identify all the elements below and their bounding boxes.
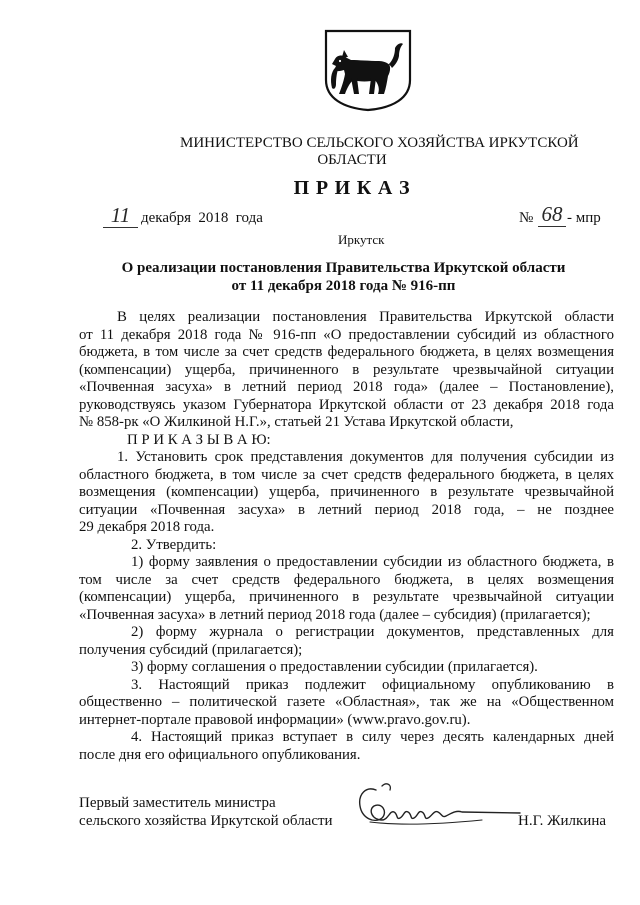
- body-line: областного бюджета, в том числе за счет средств федерального бюджета, в целях: [79, 466, 614, 483]
- ministry-name-line2: ОБЛАСТИ: [317, 152, 387, 168]
- paragraph-item-3: [79, 677, 614, 730]
- paragraph-item-1: [79, 449, 614, 537]
- body-line: получения субсидий (прилагается);: [79, 641, 303, 658]
- document-title-line2: от 11 декабря 2018 года № 916-пп: [231, 278, 456, 294]
- body-line: «Почвенная засуха» в летний период 2018 года» (далее – Постановление),: [79, 379, 614, 395]
- paragraph-subitem-3: [79, 659, 614, 677]
- body-line: том числе за счет средств федерального бюджета, в целях возмещения: [79, 571, 614, 588]
- body-line: (компенсации) ущерба, причиненного в результате чрезвычайной ситуации: [79, 361, 614, 378]
- document-type-heading: П Р И К А З: [293, 177, 411, 199]
- body-line: бюджета, в том числе за счет средств федерального бюджета, в целях возмещения: [79, 344, 614, 360]
- body-line: ситуации «Почвенная засуха» в летний период 2018 года, – не позднее: [79, 501, 614, 518]
- body-line: руководствуясь указом Губернатора Иркутской области от 23 декабря 2018 года: [79, 396, 614, 413]
- paragraph-item-2: [79, 537, 614, 555]
- body-line: после дня его официального опубликования.: [79, 746, 361, 763]
- number-sign: №: [519, 210, 534, 226]
- body-line: 1) форму заявления о предоставлении субсидии из областного бюджета, в: [131, 554, 614, 570]
- body-line: интернет-портале правовой информации» (www.pravo.gov.ru).: [79, 711, 471, 728]
- body-line: № 858-рк «О Жилкиной Н.Г.», статьей 21 Устава Иркутской области,: [79, 414, 514, 430]
- document-title-line1: О реализации постановления Правительства Иркутской области: [121, 260, 566, 276]
- ministry-name-line1: МИНИСТЕРСТВО СЕЛЬСКОГО ХОЗЯЙСТВА ИРКУТСКОЙ: [180, 135, 579, 151]
- body-line: 3. Настоящий приказ подлежит официальному опубликованию в: [131, 676, 614, 693]
- handwritten-order-number: 68: [538, 202, 566, 227]
- city-name: Иркутск: [338, 232, 385, 247]
- paragraph-item-4: [79, 729, 614, 764]
- body-line: 29 декабря 2018 года.: [79, 519, 215, 535]
- document-body: [79, 309, 614, 764]
- paragraph-subitem-2: [79, 624, 614, 659]
- signatory-name: Н.Г. Жилкина: [518, 813, 607, 829]
- body-line: от 11 декабря 2018 года № 916-пп «О предоставлении субсидий из областного: [79, 326, 614, 343]
- body-line: 4. Настоящий приказ вступает в силу через десять календарных дней: [131, 729, 614, 745]
- body-line: (компенсации) ущерба, причиненного в результате чрезвычайной ситуации: [79, 589, 614, 605]
- paragraph-preamble: [79, 309, 614, 432]
- body-line: возмещения (компенсации) ущерба, причиненного в результате чрезвычайной: [79, 484, 614, 500]
- signatory-position-line1: Первый заместитель министра: [79, 795, 276, 811]
- date-month-year: декабря 2018 года: [141, 210, 263, 226]
- coat-of-arms-icon: [323, 28, 413, 112]
- handwritten-day: 11: [103, 203, 138, 228]
- body-line: П Р И К А З Ы В А Ю:: [127, 431, 271, 448]
- body-line: общественно – политической газете «Областная», так же на «Общественном: [79, 694, 614, 710]
- body-line: 3) форму соглашения о предоставлении субсидии (прилагается).: [131, 659, 538, 675]
- paragraph-order-word: [79, 432, 614, 450]
- body-line: 2) форму журнала о регистрации документов, представленных для: [131, 624, 614, 640]
- body-line: «Почвенная засуха» в летний период 2018 года (далее – субсидия) (прилагается);: [79, 606, 591, 623]
- order-number-suffix: - мпр: [567, 210, 601, 226]
- body-line: 1. Установить срок представления документов для получения субсидии из: [117, 449, 614, 465]
- paragraph-subitem-1: [79, 554, 614, 624]
- signatory-position-line2: сельского хозяйства Иркутской области: [79, 813, 333, 829]
- handwritten-signature: [352, 780, 522, 832]
- body-line: 2. Утвердить:: [131, 536, 217, 553]
- body-line: В целях реализации постановления Правительства Иркутской области: [117, 309, 614, 325]
